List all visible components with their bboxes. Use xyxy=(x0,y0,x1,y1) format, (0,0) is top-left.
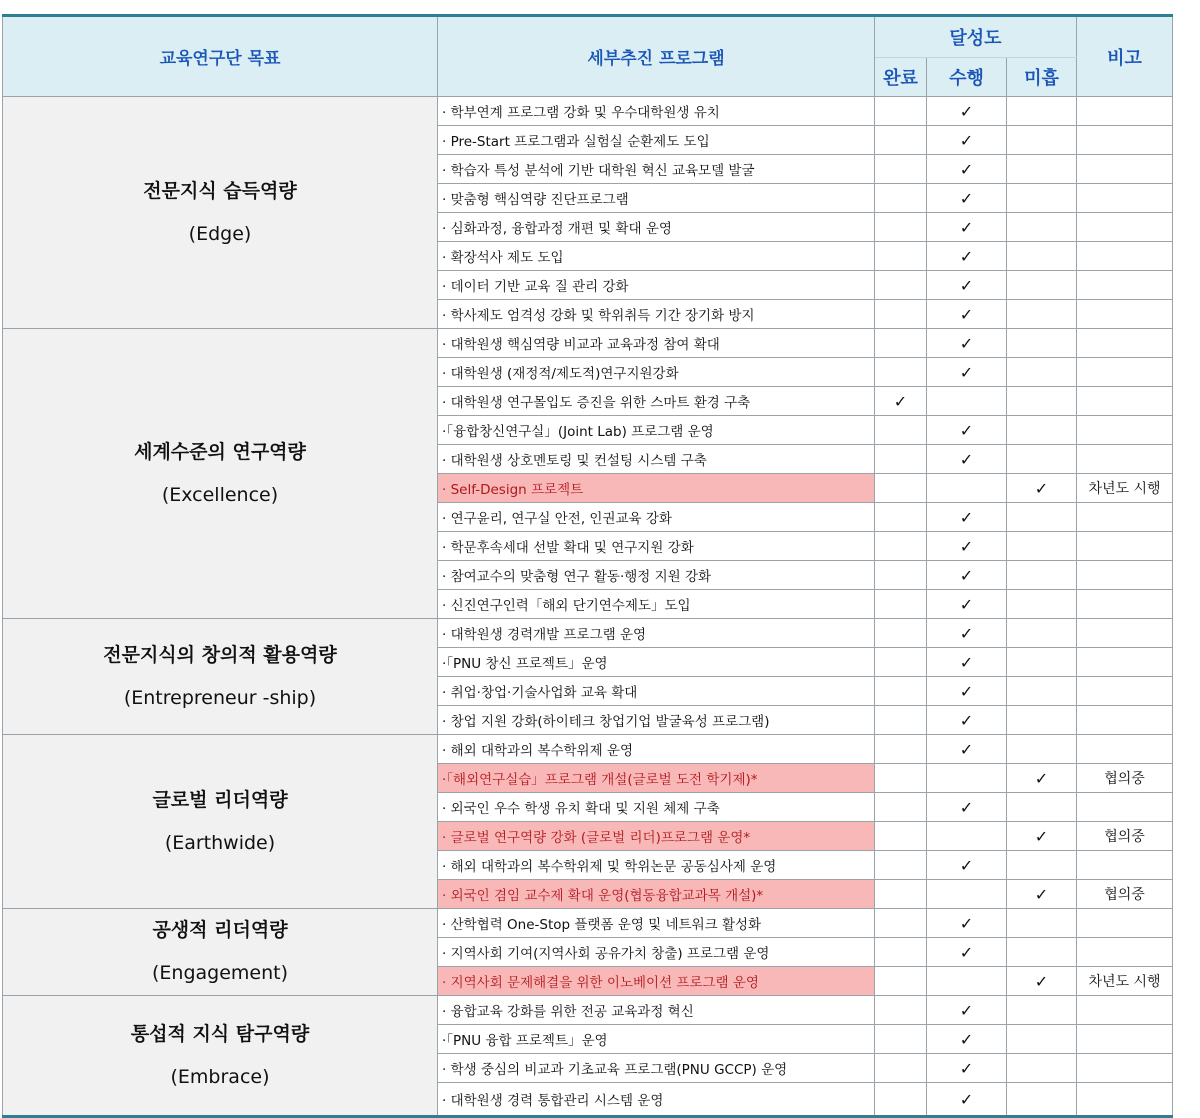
status-complete-cell xyxy=(875,155,927,184)
note-cell xyxy=(1077,561,1173,590)
check-icon: ✓ xyxy=(893,391,908,411)
table-row xyxy=(3,996,1173,1025)
table-row xyxy=(3,909,1173,938)
status-in-progress-cell xyxy=(927,706,1007,735)
note-cell xyxy=(1077,242,1173,271)
status-not-met-cell xyxy=(1007,532,1077,561)
program-cell: · 학문후속세대 선발 확대 및 연구지원 강화 xyxy=(438,532,875,561)
status-not-met-cell xyxy=(1007,242,1077,271)
program-cell: · 신진연구인력「해외 단기연수제도」도입 xyxy=(438,590,875,619)
program-cell: · 연구윤리, 연구실 안전, 인권교육 강화 xyxy=(438,503,875,532)
program-cell: ·「융합창신연구실」(Joint Lab) 프로그램 운영 xyxy=(438,416,875,445)
status-not-met-cell xyxy=(1007,851,1077,880)
note-cell: 협의중 xyxy=(1077,880,1173,909)
status-not-met-cell xyxy=(1007,735,1077,764)
status-not-met-cell xyxy=(1007,822,1077,851)
status-complete-cell xyxy=(875,1054,927,1083)
status-in-progress-cell xyxy=(927,996,1007,1025)
status-complete-cell xyxy=(875,561,927,590)
status-complete-cell xyxy=(875,590,927,619)
note-cell: 협의중 xyxy=(1077,822,1173,851)
status-complete-cell xyxy=(875,619,927,648)
program-cell: · 지역사회 문제해결을 위한 이노베이션 프로그램 운영 xyxy=(438,967,875,996)
goal-cell xyxy=(3,97,438,329)
note-cell xyxy=(1077,503,1173,532)
status-complete-cell xyxy=(875,677,927,706)
check-icon: ✓ xyxy=(959,333,974,353)
check-icon: ✓ xyxy=(1034,971,1049,991)
check-icon: ✓ xyxy=(959,1000,974,1020)
note-cell: 차년도 시행 xyxy=(1077,474,1173,503)
program-cell: · 대학원생 핵심역량 비교과 교육과정 참여 확대 xyxy=(438,329,875,358)
program-cell: · 학습자 특성 분석에 기반 대학원 혁신 교육모델 발굴 xyxy=(438,155,875,184)
status-not-met-cell xyxy=(1007,590,1077,619)
check-icon: ✓ xyxy=(959,507,974,527)
check-icon: ✓ xyxy=(959,1089,974,1109)
status-complete-cell xyxy=(875,822,927,851)
check-icon: ✓ xyxy=(959,449,974,469)
status-in-progress-cell xyxy=(927,213,1007,242)
check-icon: ✓ xyxy=(959,304,974,324)
status-in-progress-cell xyxy=(927,764,1007,793)
note-cell xyxy=(1077,271,1173,300)
check-icon: ✓ xyxy=(959,159,974,179)
note-cell xyxy=(1077,213,1173,242)
status-not-met-cell xyxy=(1007,329,1077,358)
header-note: 비고 xyxy=(1077,16,1173,97)
status-not-met-cell xyxy=(1007,300,1077,329)
program-cell: · 확장석사 제도 도입 xyxy=(438,242,875,271)
note-cell xyxy=(1077,532,1173,561)
check-icon: ✓ xyxy=(959,536,974,556)
program-cell: · 데이터 기반 교육 질 관리 강화 xyxy=(438,271,875,300)
check-icon: ✓ xyxy=(959,362,974,382)
check-icon: ✓ xyxy=(959,855,974,875)
status-complete-cell xyxy=(875,706,927,735)
status-not-met-cell xyxy=(1007,416,1077,445)
status-not-met-cell xyxy=(1007,996,1077,1025)
status-complete-cell xyxy=(875,1083,927,1117)
status-in-progress-cell xyxy=(927,880,1007,909)
status-in-progress-cell xyxy=(927,648,1007,677)
status-in-progress-cell xyxy=(927,1025,1007,1054)
note-cell xyxy=(1077,126,1173,155)
goal-cell xyxy=(3,329,438,619)
status-in-progress-cell xyxy=(927,126,1007,155)
program-cell: · 융합교육 강화를 위한 전공 교육과정 혁신 xyxy=(438,996,875,1025)
check-icon: ✓ xyxy=(959,652,974,672)
status-not-met-cell xyxy=(1007,1025,1077,1054)
table-row xyxy=(3,735,1173,764)
header-not-met: 미흡 xyxy=(1007,58,1077,97)
goal-name-ko: 글로벌 리더역량 xyxy=(152,788,288,811)
note-cell xyxy=(1077,793,1173,822)
header-goal: 교육연구단 목표 xyxy=(3,16,438,97)
table-row xyxy=(3,329,1173,358)
note-cell xyxy=(1077,445,1173,474)
check-icon: ✓ xyxy=(959,623,974,643)
status-in-progress-cell xyxy=(927,271,1007,300)
status-complete-cell xyxy=(875,1025,927,1054)
status-complete-cell xyxy=(875,474,927,503)
status-not-met-cell xyxy=(1007,938,1077,967)
program-cell: · 학부연계 프로그램 강화 및 우수대학원생 유치 xyxy=(438,97,875,126)
goal-name-en: (Entrepreneur -ship) xyxy=(123,686,317,709)
status-not-met-cell xyxy=(1007,1054,1077,1083)
status-complete-cell xyxy=(875,880,927,909)
check-icon: ✓ xyxy=(959,739,974,759)
check-icon: ✓ xyxy=(959,1058,974,1078)
status-complete-cell xyxy=(875,445,927,474)
status-in-progress-cell xyxy=(927,474,1007,503)
status-complete-cell xyxy=(875,532,927,561)
program-cell: · 심화과정, 융합과정 개편 및 확대 운영 xyxy=(438,213,875,242)
status-in-progress-cell xyxy=(927,851,1007,880)
program-cell: · 참여교수의 맞춤형 연구 활동·행정 지원 강화 xyxy=(438,561,875,590)
status-in-progress-cell xyxy=(927,416,1007,445)
goal-name-ko: 공생적 리더역량 xyxy=(152,919,288,941)
status-complete-cell xyxy=(875,126,927,155)
status-in-progress-cell xyxy=(927,909,1007,938)
status-complete-cell xyxy=(875,184,927,213)
status-not-met-cell xyxy=(1007,126,1077,155)
check-icon: ✓ xyxy=(959,913,974,933)
note-cell xyxy=(1077,735,1173,764)
status-not-met-cell xyxy=(1007,271,1077,300)
program-cell: ·「PNU 융합 프로젝트」운영 xyxy=(438,1025,875,1054)
status-not-met-cell xyxy=(1007,967,1077,996)
status-complete-cell xyxy=(875,358,927,387)
status-in-progress-cell xyxy=(927,358,1007,387)
status-not-met-cell xyxy=(1007,619,1077,648)
header-achievement: 달성도 xyxy=(875,16,1077,58)
program-cell: · 해외 대학과의 복수학위제 운영 xyxy=(438,735,875,764)
program-cell: ·「해외연구실습」프로그램 개설(글로벌 도전 학기제)* xyxy=(438,764,875,793)
note-cell xyxy=(1077,387,1173,416)
check-icon: ✓ xyxy=(959,710,974,730)
goal-name-ko: 세계수준의 연구역량 xyxy=(134,440,306,463)
note-cell xyxy=(1077,1054,1173,1083)
note-cell xyxy=(1077,996,1173,1025)
status-complete-cell xyxy=(875,648,927,677)
status-not-met-cell xyxy=(1007,648,1077,677)
status-not-met-cell xyxy=(1007,155,1077,184)
program-cell: · 지역사회 기여(지역사회 공유가치 창출) 프로그램 운영 xyxy=(438,938,875,967)
status-in-progress-cell xyxy=(927,184,1007,213)
goal-name-en: (Edge) xyxy=(188,222,252,245)
status-complete-cell xyxy=(875,851,927,880)
status-not-met-cell xyxy=(1007,474,1077,503)
note-cell xyxy=(1077,1083,1173,1117)
check-icon: ✓ xyxy=(959,188,974,208)
status-in-progress-cell xyxy=(927,155,1007,184)
note-cell xyxy=(1077,155,1173,184)
status-not-met-cell xyxy=(1007,677,1077,706)
note-cell xyxy=(1077,184,1173,213)
status-not-met-cell xyxy=(1007,793,1077,822)
status-in-progress-cell xyxy=(927,822,1007,851)
note-cell: 협의중 xyxy=(1077,764,1173,793)
status-complete-cell xyxy=(875,967,927,996)
status-not-met-cell xyxy=(1007,213,1077,242)
check-icon: ✓ xyxy=(959,130,974,150)
status-complete-cell xyxy=(875,793,927,822)
goal-name-en: (Earthwide) xyxy=(164,831,276,854)
program-cell: ·「PNU 창신 프로젝트」운영 xyxy=(438,648,875,677)
status-complete-cell xyxy=(875,329,927,358)
status-not-met-cell xyxy=(1007,909,1077,938)
status-in-progress-cell xyxy=(927,300,1007,329)
status-complete-cell xyxy=(875,938,927,967)
check-icon: ✓ xyxy=(1034,826,1049,846)
status-in-progress-cell xyxy=(927,97,1007,126)
status-in-progress-cell xyxy=(927,503,1007,532)
status-complete-cell xyxy=(875,909,927,938)
status-complete-cell xyxy=(875,996,927,1025)
status-not-met-cell xyxy=(1007,880,1077,909)
table-row xyxy=(3,619,1173,648)
note-cell xyxy=(1077,706,1173,735)
status-in-progress-cell xyxy=(927,1054,1007,1083)
status-in-progress-cell xyxy=(927,387,1007,416)
check-icon: ✓ xyxy=(959,420,974,440)
program-cell: · 해외 대학과의 복수학위제 및 학위논문 공동심사제 운영 xyxy=(438,851,875,880)
check-icon: ✓ xyxy=(959,101,974,121)
status-not-met-cell xyxy=(1007,1083,1077,1117)
note-cell xyxy=(1077,1025,1173,1054)
status-in-progress-cell xyxy=(927,967,1007,996)
status-not-met-cell xyxy=(1007,97,1077,126)
status-in-progress-cell xyxy=(927,735,1007,764)
status-not-met-cell xyxy=(1007,764,1077,793)
header-complete: 완료 xyxy=(875,58,927,97)
program-cell: · 글로벌 연구역량 강화 (글로벌 리더)프로그램 운영* xyxy=(438,822,875,851)
note-cell xyxy=(1077,938,1173,967)
note-cell xyxy=(1077,851,1173,880)
check-icon: ✓ xyxy=(1034,478,1049,498)
status-complete-cell xyxy=(875,300,927,329)
program-cell: · 대학원생 (재정적/제도적)연구지원강화 xyxy=(438,358,875,387)
achievement-table-wrapper xyxy=(2,14,1172,1118)
note-cell xyxy=(1077,300,1173,329)
program-cell: · 외국인 겸임 교수제 확대 운영(협동융합교과목 개설)* xyxy=(438,880,875,909)
table-body xyxy=(3,97,1173,1117)
status-not-met-cell xyxy=(1007,387,1077,416)
status-not-met-cell xyxy=(1007,706,1077,735)
check-icon: ✓ xyxy=(959,681,974,701)
goal-cell xyxy=(3,735,438,909)
program-cell: · 대학원생 경력개발 프로그램 운영 xyxy=(438,619,875,648)
status-complete-cell xyxy=(875,242,927,271)
status-complete-cell xyxy=(875,735,927,764)
note-cell xyxy=(1077,358,1173,387)
goal-name-ko: 전문지식 습득역량 xyxy=(143,179,297,202)
check-icon: ✓ xyxy=(1034,768,1049,788)
status-in-progress-cell xyxy=(927,938,1007,967)
status-not-met-cell xyxy=(1007,445,1077,474)
status-in-progress-cell xyxy=(927,677,1007,706)
program-cell: · 대학원생 경력 통합관리 시스템 운영 xyxy=(438,1083,875,1117)
check-icon: ✓ xyxy=(959,565,974,585)
goal-name-ko: 통섭적 지식 탐구역량 xyxy=(130,1022,310,1045)
note-cell xyxy=(1077,590,1173,619)
status-not-met-cell xyxy=(1007,561,1077,590)
status-in-progress-cell xyxy=(927,242,1007,271)
goal-cell xyxy=(3,996,438,1117)
status-not-met-cell xyxy=(1007,358,1077,387)
note-cell xyxy=(1077,416,1173,445)
table-header xyxy=(3,16,1173,97)
goal-name-en: (Embrace) xyxy=(170,1065,270,1088)
check-icon: ✓ xyxy=(959,942,974,962)
check-icon: ✓ xyxy=(959,217,974,237)
status-complete-cell xyxy=(875,213,927,242)
header-program: 세부추진 프로그램 xyxy=(438,16,875,97)
status-in-progress-cell xyxy=(927,793,1007,822)
note-cell xyxy=(1077,648,1173,677)
program-cell: · 대학원생 연구몰입도 증진을 위한 스마트 환경 구축 xyxy=(438,387,875,416)
program-cell: · 학생 중심의 비교과 기초교육 프로그램(PNU GCCP) 운영 xyxy=(438,1054,875,1083)
program-cell: · 학사제도 엄격성 강화 및 학위취득 기간 장기화 방지 xyxy=(438,300,875,329)
program-cell: · 대학원생 상호멘토링 및 컨설팅 시스템 구축 xyxy=(438,445,875,474)
note-cell xyxy=(1077,909,1173,938)
note-cell xyxy=(1077,677,1173,706)
check-icon: ✓ xyxy=(1034,884,1049,904)
status-complete-cell xyxy=(875,764,927,793)
status-in-progress-cell xyxy=(927,619,1007,648)
note-cell xyxy=(1077,97,1173,126)
status-not-met-cell xyxy=(1007,503,1077,532)
goal-cell xyxy=(3,619,438,735)
status-complete-cell xyxy=(875,271,927,300)
achievement-table xyxy=(2,14,1173,1118)
program-cell: · Pre-Start 프로그램과 실험실 순환제도 도입 xyxy=(438,126,875,155)
note-cell: 차년도 시행 xyxy=(1077,967,1173,996)
goal-name-en: (Engagement) xyxy=(151,962,288,984)
program-cell: · 외국인 우수 학생 유치 확대 및 지원 체제 구축 xyxy=(438,793,875,822)
program-cell: · 산학협력 One-Stop 플랫폼 운영 및 네트워크 활성화 xyxy=(438,909,875,938)
goal-name-en: (Excellence) xyxy=(161,483,279,506)
check-icon: ✓ xyxy=(959,275,974,295)
status-in-progress-cell xyxy=(927,329,1007,358)
status-in-progress-cell xyxy=(927,590,1007,619)
status-complete-cell xyxy=(875,387,927,416)
status-complete-cell xyxy=(875,97,927,126)
check-icon: ✓ xyxy=(959,594,974,614)
program-cell: · Self-Design 프로젝트 xyxy=(438,474,875,503)
status-in-progress-cell xyxy=(927,532,1007,561)
check-icon: ✓ xyxy=(959,246,974,266)
goal-cell xyxy=(3,909,438,996)
status-in-progress-cell xyxy=(927,1083,1007,1117)
note-cell xyxy=(1077,329,1173,358)
status-not-met-cell xyxy=(1007,184,1077,213)
table-row xyxy=(3,97,1173,126)
status-complete-cell xyxy=(875,503,927,532)
program-cell: · 취업·창업·기술사업화 교육 확대 xyxy=(438,677,875,706)
goal-name-ko: 전문지식의 창의적 활용역량 xyxy=(103,643,337,666)
program-cell: · 맞춤형 핵심역량 진단프로그램 xyxy=(438,184,875,213)
program-cell: · 창업 지원 강화(하이테크 창업기업 발굴육성 프로그램) xyxy=(438,706,875,735)
header-in-progress: 수행 xyxy=(927,58,1007,97)
note-cell xyxy=(1077,619,1173,648)
status-complete-cell xyxy=(875,416,927,445)
status-in-progress-cell xyxy=(927,561,1007,590)
check-icon: ✓ xyxy=(959,1029,974,1049)
status-in-progress-cell xyxy=(927,445,1007,474)
check-icon: ✓ xyxy=(959,797,974,817)
